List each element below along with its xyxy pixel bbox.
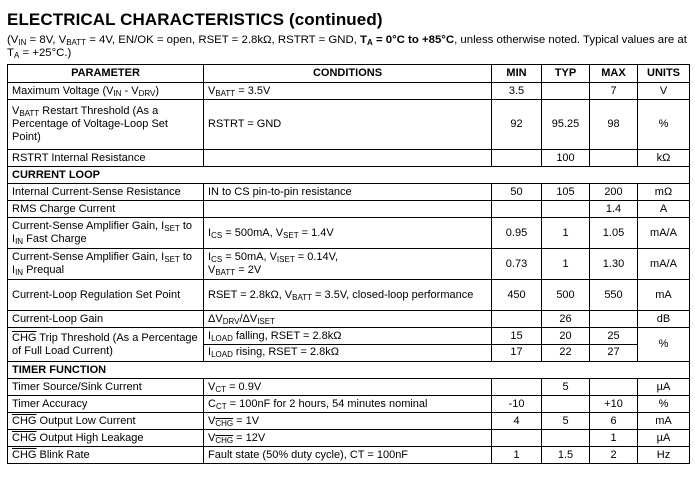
condition-cell: $V_{\overline{CHG}} = 1V$ xyxy=(204,413,492,430)
min-cell: 92 xyxy=(492,100,542,150)
section-row xyxy=(8,362,690,379)
typ-cell xyxy=(542,83,590,100)
table-header-row xyxy=(8,65,690,83)
min-cell: 1 xyxy=(492,447,542,464)
table-row xyxy=(8,201,690,218)
header-typ: TYP xyxy=(542,65,590,83)
typ-cell: 1 xyxy=(542,249,590,280)
max-cell xyxy=(590,379,638,396)
condition-cell xyxy=(204,201,492,218)
param-cell: $\overline{CHG}$ Output High Leakage xyxy=(8,430,204,447)
condition-cell: $C_{CT} = 100nF$ for 2 hours, 54 minutes nominal xyxy=(204,396,492,413)
table-row xyxy=(8,249,690,280)
param-cell: Current-Loop Regulation Set Point xyxy=(8,280,204,311)
min-cell xyxy=(492,150,542,167)
min-cell: -10 xyxy=(492,396,542,413)
header-max: MAX xyxy=(590,65,638,83)
condition-cell: $V_{BATT} = 3.5V$ xyxy=(204,83,492,100)
table-row xyxy=(8,311,690,328)
units-cell: Hz xyxy=(638,447,690,464)
min-cell xyxy=(492,430,542,447)
typ-cell xyxy=(542,430,590,447)
condition-cell: RSTRT = GND xyxy=(204,100,492,150)
param-cell: $\overline{CHG}$ Blink Rate xyxy=(8,447,204,464)
min-cell xyxy=(492,201,542,218)
min-cell xyxy=(492,379,542,396)
electrical-characteristics-table xyxy=(7,64,690,464)
units-cell: dB xyxy=(638,311,690,328)
units-cell: mA/A xyxy=(638,218,690,249)
min-cell: 3.5 xyxy=(492,83,542,100)
param-cell: Internal Current-Sense Resistance xyxy=(8,184,204,201)
units-cell: mA xyxy=(638,280,690,311)
header-min: MIN xyxy=(492,65,542,83)
page-title: ELECTRICAL CHARACTERISTICS (continued) xyxy=(7,10,383,29)
condition-cell: Fault state (50% duty cycle), CT = 100nF xyxy=(204,447,492,464)
typ-cell xyxy=(542,201,590,218)
typ-cell: 1.5 xyxy=(542,447,590,464)
max-cell: 1.30 xyxy=(590,249,638,280)
condition-cell xyxy=(204,328,492,362)
param-cell: RMS Charge Current xyxy=(8,201,204,218)
typ-cell: 26 xyxy=(542,311,590,328)
min-cell: 15 17 xyxy=(492,328,542,362)
table-row xyxy=(8,430,690,447)
units-cell: mΩ xyxy=(638,184,690,201)
max-cell: 6 xyxy=(590,413,638,430)
param-cell: Current-Sense Amplifier Gain, $I_{SET}$ to $I_{IN}$ Prequal xyxy=(8,249,204,280)
min-cell: 50 xyxy=(492,184,542,201)
param-cell: Timer Accuracy xyxy=(8,396,204,413)
condition-cell: $\Delta V_{DRV}/\Delta V_{ISET}$ xyxy=(204,311,492,328)
section-row xyxy=(8,167,690,184)
header-parameter: PARAMETER xyxy=(8,65,204,83)
units-cell: mA xyxy=(638,413,690,430)
param-cell: RSTRT Internal Resistance xyxy=(8,150,204,167)
table-row xyxy=(8,218,690,249)
max-cell: +10 xyxy=(590,396,638,413)
table-row xyxy=(8,413,690,430)
typ-cell: 105 xyxy=(542,184,590,201)
condition-cell: $V_{CT} = 0.9V$ xyxy=(204,379,492,396)
units-cell: kΩ xyxy=(638,150,690,167)
max-cell: 1.05 xyxy=(590,218,638,249)
condition-cell xyxy=(204,150,492,167)
max-cell: 550 xyxy=(590,280,638,311)
condition-falling: $I_{LOAD}$ falling, RSET = 2.8kΩ xyxy=(208,330,342,343)
table-row xyxy=(8,100,690,150)
table-row xyxy=(8,396,690,413)
section-heading-current-loop: CURRENT LOOP xyxy=(8,167,690,184)
test-conditions-note: ($V_{IN} = 8V$, $V_{BATT} = 4V$, EN/OK = open, RSET = 2.8kΩ, RSTRT = GND, $T_A = 0^\circ C$ to +85°C, unless otherwise noted. Typical values are at $T_A = +25^\circ C$.) xyxy=(7,34,687,60)
header-conditions: CONDITIONS xyxy=(204,65,492,83)
max-cell: 1 xyxy=(590,430,638,447)
typ-cell: 500 xyxy=(542,280,590,311)
table-row xyxy=(8,150,690,167)
condition-cell: $V_{\overline{CHG}} = 12V$ xyxy=(204,430,492,447)
condition-cell: $I_{CS} = 50mA$, $V_{ISET} = 0.14V$, $V_{BATT} = 2V$ xyxy=(204,249,492,280)
table-row xyxy=(8,328,690,362)
param-cell: Timer Source/Sink Current xyxy=(8,379,204,396)
units-cell: % xyxy=(638,328,690,362)
units-cell: V xyxy=(638,83,690,100)
param-cell: Current-Sense Amplifier Gain, $I_{SET}$ to $I_{IN}$ Fast Charge xyxy=(8,218,204,249)
typ-cell: 95.25 xyxy=(542,100,590,150)
max-cell: 98 xyxy=(590,100,638,150)
min-cell: 4 xyxy=(492,413,542,430)
min-cell: 0.95 xyxy=(492,218,542,249)
typ-cell: 100 xyxy=(542,150,590,167)
param-cell: Maximum Voltage $(V_{IN} - V_{DRV})$ xyxy=(8,83,204,100)
table-row xyxy=(8,379,690,396)
table-row xyxy=(8,184,690,201)
max-cell: 2 xyxy=(590,447,638,464)
max-cell: 7 xyxy=(590,83,638,100)
condition-cell: RSET = 2.8kΩ, $V_{BATT} = 3.5V$, closed-loop performance xyxy=(204,280,492,311)
condition-rising: $I_{LOAD}$ rising, RSET = 2.8kΩ xyxy=(204,344,491,360)
typ-cell: 5 xyxy=(542,413,590,430)
units-cell: % xyxy=(638,100,690,150)
typ-cell: 1 xyxy=(542,218,590,249)
units-cell: % xyxy=(638,396,690,413)
typ-cell xyxy=(542,396,590,413)
param-cell: $V_{BATT}$ Restart Threshold (As a Percentage of Voltage-Loop Set Point) xyxy=(8,100,204,150)
section-heading-timer-function: TIMER FUNCTION xyxy=(8,362,690,379)
min-cell: 450 xyxy=(492,280,542,311)
max-cell xyxy=(590,150,638,167)
table-row xyxy=(8,447,690,464)
condition-cell: IN to CS pin-to-pin resistance xyxy=(204,184,492,201)
typ-cell: 20 22 xyxy=(542,328,590,362)
max-cell: 200 xyxy=(590,184,638,201)
min-cell: 0.73 xyxy=(492,249,542,280)
max-cell: 1.4 xyxy=(590,201,638,218)
units-cell: mA/A xyxy=(638,249,690,280)
units-cell: µA xyxy=(638,379,690,396)
max-cell: 25 27 xyxy=(590,328,638,362)
table-row xyxy=(8,280,690,311)
units-cell: µA xyxy=(638,430,690,447)
header-units: UNITS xyxy=(638,65,690,83)
param-cell: Current-Loop Gain xyxy=(8,311,204,328)
typ-cell: 5 xyxy=(542,379,590,396)
max-cell xyxy=(590,311,638,328)
min-cell xyxy=(492,311,542,328)
table-row xyxy=(8,83,690,100)
param-cell: $\overline{CHG}$ Output Low Current xyxy=(8,413,204,430)
param-cell: $\overline{CHG}$ Trip Threshold (As a Percentage of Full Load Current) xyxy=(8,328,204,362)
condition-cell: $I_{CS} = 500mA$, $V_{SET} = 1.4V$ xyxy=(204,218,492,249)
units-cell: A xyxy=(638,201,690,218)
